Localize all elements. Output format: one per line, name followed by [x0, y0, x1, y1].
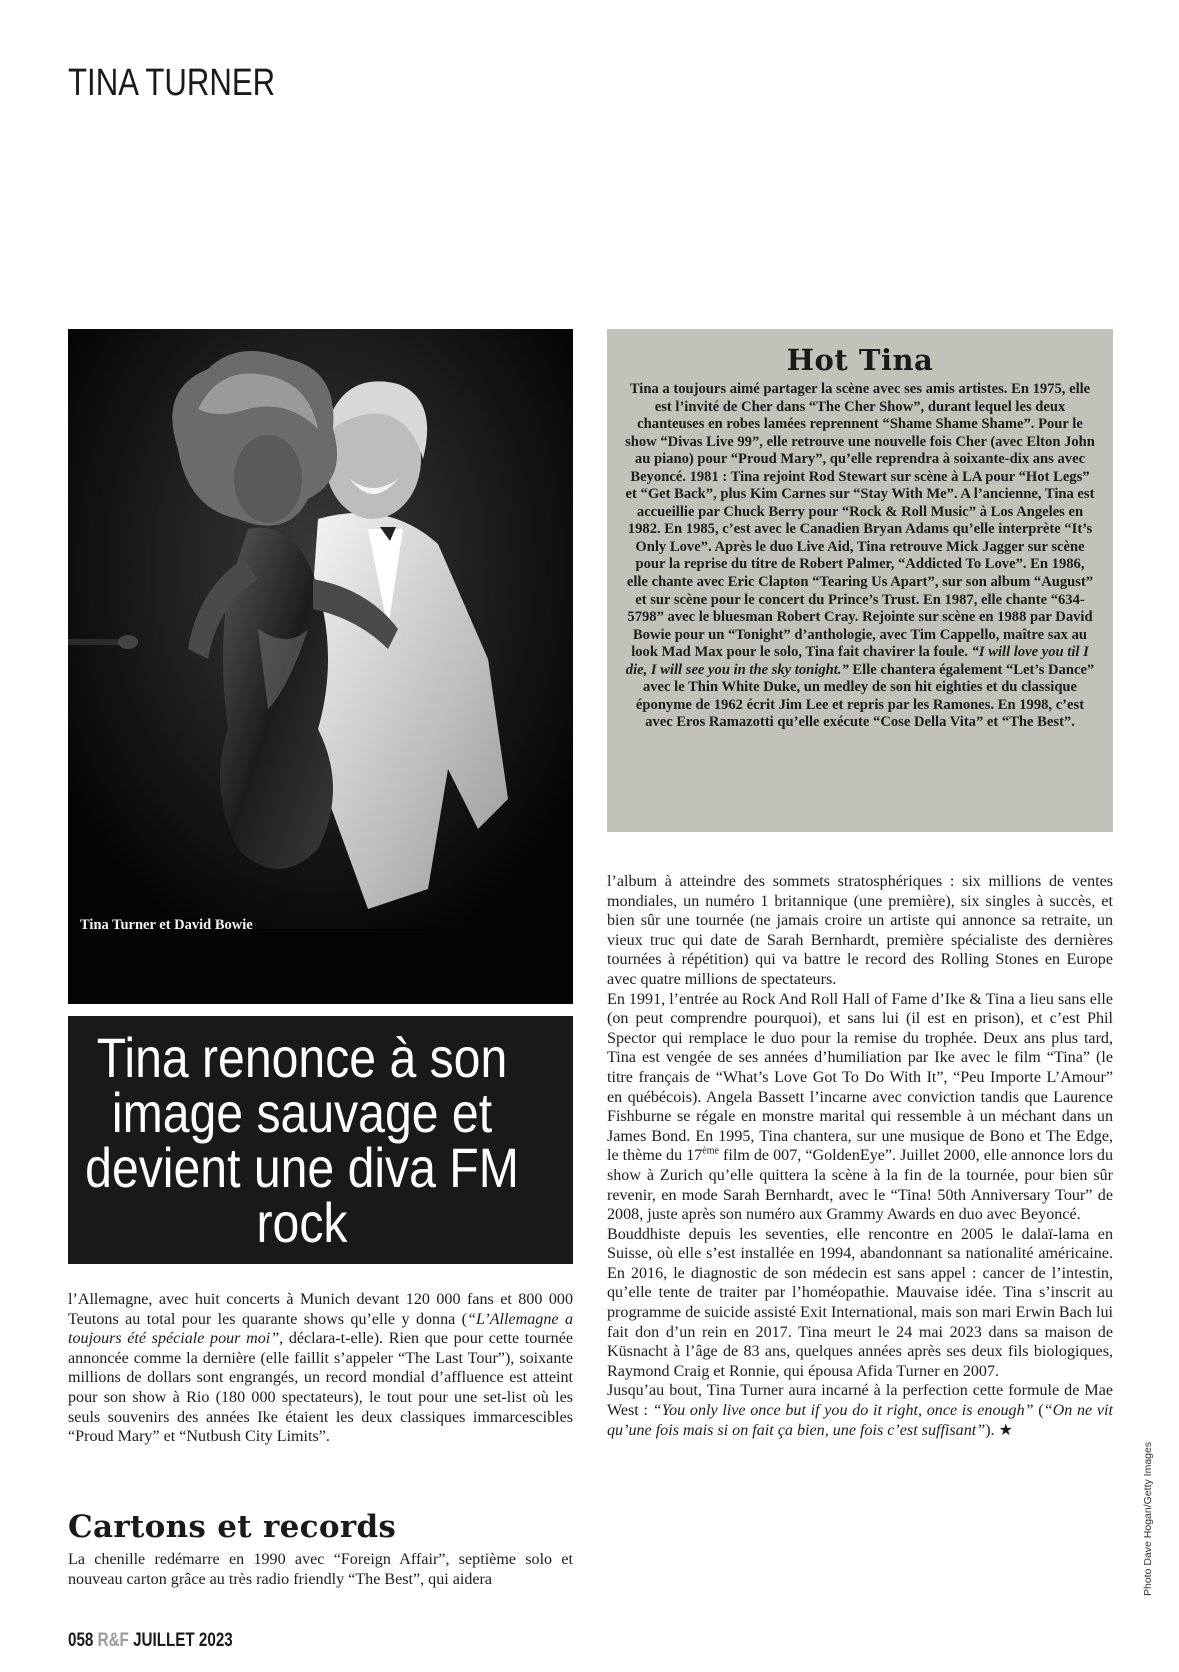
- issue-date: JUILLET 2023: [133, 1630, 233, 1651]
- paragraph: Bouddhiste depuis les seventies, elle rencontre en 2005 le dalaï-lama en Suisse, où elle s’est installée en 1994, abandonnant sa nationalité américaine. En 2016, le diagnostic de son médecin est sans appel : cancer de l’intestin, qu’elle tente de traiter par l’homéopathie. Mauvaise idée. Tina s’inscrit au programme de suicide assisté Exit International, mais son mari Erwin Bach lui fait don d’un rein en 2017. Tina meurt le 24 mai 2023 dans sa maison de Küsnacht à l’âge de 83 ans, quelques années après ses deux fils biologiques, Raymond Craig et Ronnie, qui épousa Afida Turner en 2007.: [607, 1225, 1113, 1380]
- sidebar-text: Tina a toujours aimé partager la scène avec ses amis artistes. En 1975, elle est l’invité de Cher dans “The Cher Show”, durant lequel les deux chanteuses en robes lamées reprennent “Shame Shame Shame”. Pour le show “Divas Live 99”, elle retrouve une nouvelle fois Cher (avec Elton John au piano) pour “Proud Mary”, qu’elle reprendra à soixante-dix ans avec Beyoncé. 1981 : Tina rejoint Rod Stewart sur scène à LA pour “Hot Legs” et “Get Back”, plus Kim Carnes sur “Stay With Me”. A l’ancienne, Tina est accueillie par Chuck Berry pour “Rock & Roll Music” à Los Angeles en 1982. En 1985, c’est avec le Canadien Bryan Adams qu’elle interprète “It’s Only Love”. Après le duo Live Aid, Tina retrouve Mick Jagger sur scène pour la reprise du titre de Robert Palmer, “Addicted To Love”. En 1986, elle chante avec Eric Clapton “Tearing Us Apart”, sur son album “August” et sur scène pour le concert du Prince’s Trust. En 1987, elle chante “634-5798” avec le bluesman Robert Cray. Rejointe sur scène en 1988 par David Bowie pour un “Tonight” d’anthologie, avec Tim Cappello, maître sax au look Mad Max pour le solo, Tina fait chavirer la foule. “I will love you til I die, I will see you in the sky tonight.” Elle chantera également “Let’s Dance” avec le Thin White Duke, un medley de son hit eighties et du classique éponyme de 1962 écrit Jim Lee et repris par les Ramones. En 1998, c’est avec Eros Ramazotti qu’elle exécute “Cose Della Vita” et “The Best”.: [625, 381, 1095, 731]
- photo-caption: Tina Turner et David Bowie: [80, 917, 253, 933]
- left-column-text-2: [68, 1550, 573, 1589]
- page-number: 058: [68, 1630, 94, 1651]
- left-column-text: [68, 1290, 573, 1447]
- pull-quote-text: Tina renonce à son image sauvage et devient une diva FM rock: [85, 1026, 519, 1254]
- photo-tina-bowie: [68, 329, 573, 1004]
- pull-quote: [68, 1016, 573, 1264]
- paragraph: l’album à atteindre des sommets stratosphériques : six millions de ventes mondiales, un numéro 1 britannique (une première), six singles à succès, et bien sûr une tournée (ne jamais croire un artiste qui annonce sa retraite, un vieux truc qui date de Sarah Bernhardt, première spécialiste des dernières tournées à répétition) qui va battre le record des Rolling Stones en Europe avec quatre millions de spectateurs.: [607, 873, 1113, 988]
- magazine-brand: R&F: [97, 1630, 129, 1651]
- subheading-cartons: Cartons et records: [68, 1509, 397, 1545]
- paragraph: l’Allemagne, avec huit concerts à Munich devant 120 000 fans et 800 000 Teutons au total pour les quarante shows qu’elle y donna (“L’Allemagne a toujours été spéciale pour moi”, déclara-t-elle). Rien que pour cette tournée annoncée comme la dernière (elle faillit s’appeler “The Last Tour”), soixante millions de dollars sont engrangés, un record mondial d’affluence est atteint pour son show à Rio (180 000 spectateurs), le tout pour une set-list où les seuls souvenirs des années Ike étaient les deux classiques immarcescibles “Proud Mary” et “Nutbush City Limits”.: [68, 1291, 573, 1446]
- sidebar-quote: “I will love you til I die, I will see you in the sky tonight.”: [625, 644, 1089, 678]
- hot-tina-sidebar: [607, 329, 1113, 832]
- right-column-text: [607, 872, 1113, 1440]
- paragraph: En 1991, l’entrée au Rock And Roll Hall of Fame d’Ike & Tina a lieu sans elle (on peut comprendre pourquoi), et sans lui (il est en prison), et c’est Phil Spector qui remplace le duo pour la remise du trophée. Deux ans plus tard, Tina est vengée de ses années d’humiliation par Ike avec le film “Tina” (le titre français de “What’s Love Got To Do With It”, “Peu Importe L’Amour” en québécois). Angela Bassett l’incarne avec conviction tandis que Laurence Fishburne se régale en monstre marital qui ressemble à un méchant dans un James Bond. En 1995, Tina chantera, sur une musique de Bono et The Edge, le thème du 17ème film de 007, “GoldenEye”. Juillet 2000, elle annonce lors du show à Zurich qu’elle quittera la scène à la fin de la tournée, pour bien sûr revenir, en mode Sarah Bernhardt, avec le “Tina! 50th Anniversary Tour” de 2008, juste après son numéro aux Grammy Awards en duo avec Beyoncé.: [607, 990, 1114, 1224]
- photo-credit: Photo Dave Hogan/Getty Images: [1142, 1441, 1154, 1596]
- section-title: TINA TURNER: [68, 62, 276, 104]
- paragraph: Jusqu’au bout, Tina Turner aura incarné à la perfection cette formule de Mae West : “You only live once but if you do it right, once is enough” (“On ne vit qu’une fois mais si on fait ça bien, une fois c’est suffisant”). ★: [607, 1382, 1113, 1439]
- page-footer: [68, 1630, 233, 1652]
- concert-photo-illustration: [68, 329, 573, 1004]
- sidebar-title: Hot Tina: [786, 343, 934, 377]
- paragraph: La chenille redémarre en 1990 avec “Foreign Affair”, septième solo et nouveau carton grâce au très radio friendly “The Best”, qui aidera: [68, 1551, 573, 1588]
